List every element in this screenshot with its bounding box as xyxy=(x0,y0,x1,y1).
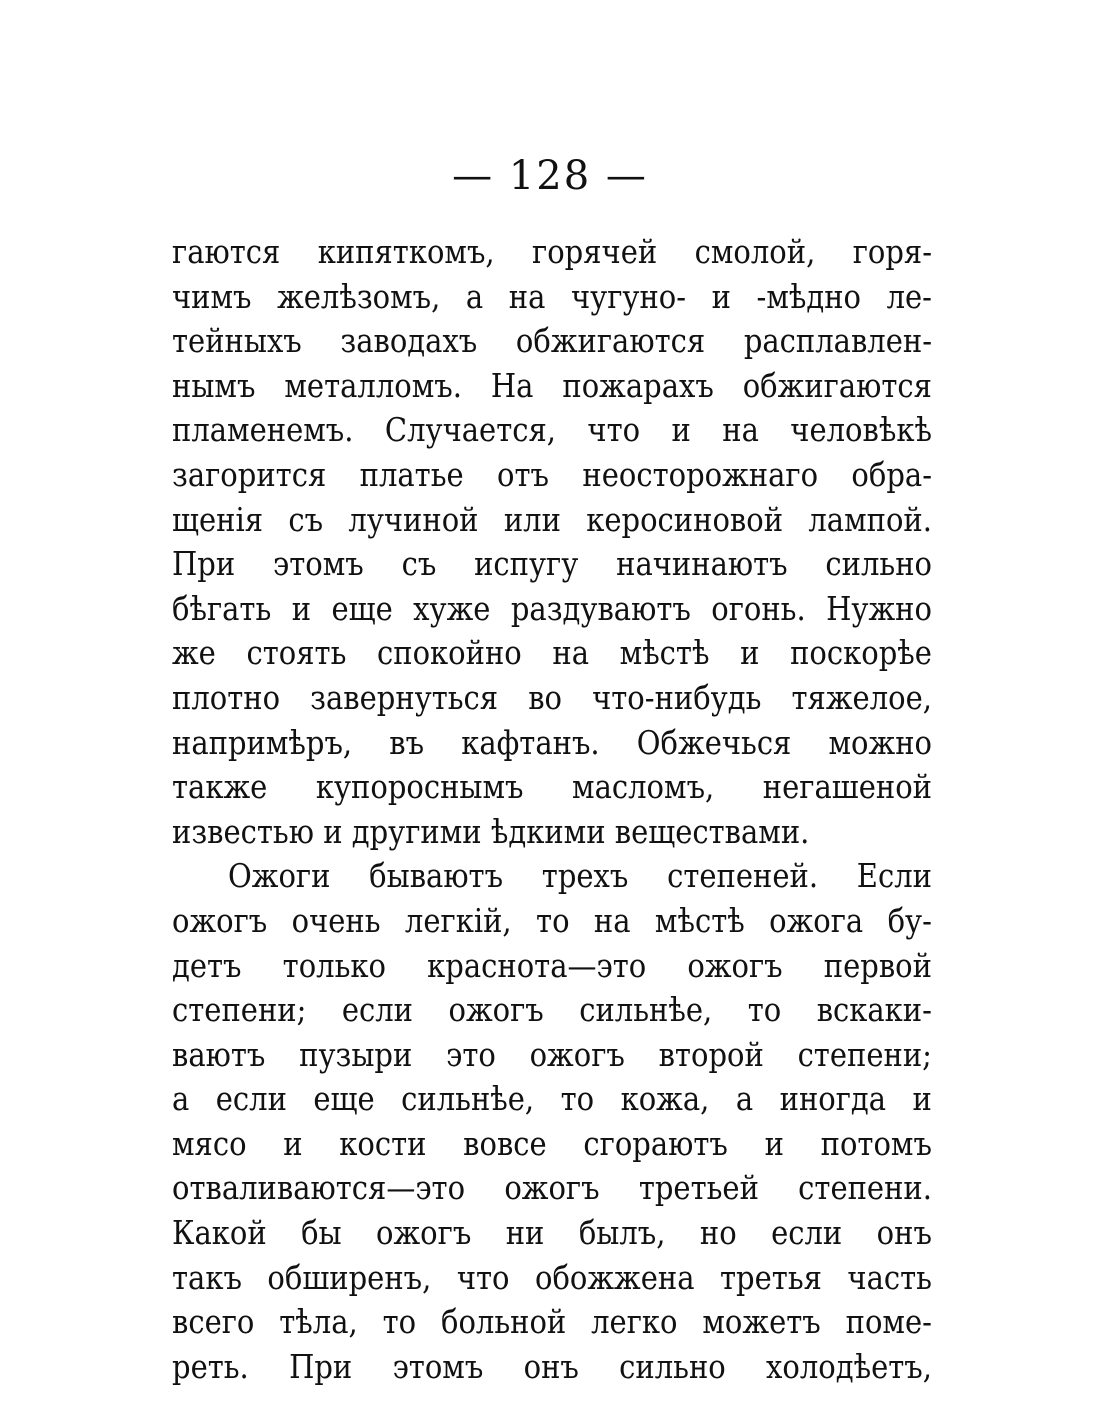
text-line xyxy=(172,941,932,991)
word: бу- xyxy=(887,901,932,940)
word: больной xyxy=(441,1303,567,1342)
word: загорится xyxy=(172,455,327,494)
word: Нужно xyxy=(826,589,932,628)
word: то xyxy=(382,1303,417,1342)
word: заводахъ xyxy=(340,322,478,361)
word: очень xyxy=(291,901,381,940)
word: реть. xyxy=(172,1347,249,1386)
text-line xyxy=(172,1253,932,1303)
word: это xyxy=(446,1035,496,1074)
word: первой xyxy=(823,946,932,985)
word: обра- xyxy=(851,455,932,494)
word: тѣла, xyxy=(279,1303,358,1342)
word: еще xyxy=(313,1080,375,1119)
word: негашеной xyxy=(762,768,932,807)
word: спокойно xyxy=(377,634,522,673)
text-line xyxy=(172,317,932,367)
text-line xyxy=(172,1298,932,1348)
word: пузыри xyxy=(299,1035,413,1074)
word: холодѣетъ, xyxy=(766,1347,932,1386)
word: на xyxy=(722,411,759,450)
text-line xyxy=(172,227,932,277)
word: мѣстѣ xyxy=(619,634,710,673)
word: Если xyxy=(856,857,932,896)
word: кипяткомъ, xyxy=(317,232,495,272)
word: ожогъ xyxy=(687,946,783,985)
word: огонь. xyxy=(711,589,806,628)
word: При xyxy=(172,545,236,584)
word: и xyxy=(291,589,312,628)
word: сильнѣе, xyxy=(579,991,713,1030)
word: можно xyxy=(828,723,932,762)
word: степени; xyxy=(797,1035,932,1074)
word: можетъ xyxy=(702,1303,821,1342)
word: поме- xyxy=(845,1303,932,1342)
text-line xyxy=(172,1075,932,1125)
word: испугу xyxy=(474,545,579,584)
word: Обжечься xyxy=(636,723,792,762)
word: что xyxy=(587,411,641,450)
word: лучиной xyxy=(348,500,479,539)
word: кафтанъ. xyxy=(461,723,600,762)
word: то xyxy=(560,1080,595,1119)
word: сгораютъ xyxy=(583,1124,728,1163)
word: желѣзомъ, xyxy=(277,277,441,316)
word: онъ xyxy=(523,1347,579,1386)
text-line xyxy=(172,673,932,723)
text-line xyxy=(172,852,932,902)
word: а xyxy=(735,1080,754,1119)
word: кости xyxy=(339,1124,427,1163)
word: нымъ xyxy=(172,366,256,405)
word: съ xyxy=(401,545,437,584)
word: бы xyxy=(301,1213,342,1253)
word: начинаютъ xyxy=(616,545,788,584)
word: третьей xyxy=(638,1169,759,1208)
word: ожогъ xyxy=(448,991,544,1030)
word: кожа, xyxy=(620,1080,710,1119)
word: также xyxy=(172,768,268,807)
word: этомъ xyxy=(273,545,364,584)
word: купороснымъ xyxy=(315,768,524,807)
word: всего xyxy=(172,1303,255,1342)
word: что-нибудь xyxy=(592,678,762,717)
word: если xyxy=(771,1213,843,1253)
word: на xyxy=(552,634,589,673)
word: обжигаются xyxy=(515,322,706,361)
text-line xyxy=(172,718,932,768)
paragraph-1 xyxy=(172,230,932,854)
word: степеней. xyxy=(667,857,819,896)
word: потомъ xyxy=(820,1124,932,1163)
word: иногда xyxy=(779,1080,887,1119)
word: Ожоги xyxy=(228,857,331,896)
word: платье xyxy=(359,455,464,494)
word: хуже xyxy=(413,589,491,628)
word: если xyxy=(215,1080,287,1119)
word: горя- xyxy=(852,232,932,272)
word: пламенемъ. xyxy=(172,411,354,450)
word: легко xyxy=(591,1303,678,1342)
word: и xyxy=(740,634,760,673)
text-line xyxy=(172,629,932,679)
text-line xyxy=(172,1342,932,1392)
word: или xyxy=(503,500,561,539)
text-line xyxy=(172,584,932,634)
word: стоять xyxy=(246,634,347,673)
text-line xyxy=(172,1208,932,1258)
word: пожарахъ xyxy=(562,366,714,405)
word: обжигаются xyxy=(742,366,932,405)
word: и xyxy=(323,812,352,851)
word: часть xyxy=(847,1258,932,1297)
paragraph-2 xyxy=(172,854,932,1389)
word: степени. xyxy=(798,1169,932,1208)
word: чугуно- xyxy=(570,277,687,316)
word: бѣгать xyxy=(172,589,272,628)
word: легкій, xyxy=(404,901,512,940)
text-line xyxy=(172,1164,932,1214)
word: чимъ xyxy=(172,277,252,316)
word: бываютъ xyxy=(369,857,504,896)
word: ожогъ xyxy=(529,1035,625,1074)
word: краснота—это xyxy=(427,946,647,985)
word: мясо xyxy=(172,1124,247,1163)
text-line xyxy=(172,272,932,322)
text-line xyxy=(172,1119,932,1169)
word: сильно xyxy=(619,1347,726,1386)
word: но xyxy=(699,1213,737,1253)
word: тяжелое, xyxy=(791,678,932,717)
word: ожогъ xyxy=(172,901,268,940)
word: то xyxy=(536,901,570,940)
word: напримѣръ, xyxy=(172,723,353,762)
word: сильнѣе, xyxy=(401,1080,535,1119)
word: человѣкѣ xyxy=(790,411,932,450)
word: -мѣдно xyxy=(756,277,862,316)
text-line xyxy=(172,1030,932,1080)
word: третья xyxy=(720,1258,822,1297)
word: неосторожнаго xyxy=(582,455,819,494)
text-line xyxy=(172,361,932,411)
word: ожогъ xyxy=(376,1213,472,1253)
word: мѣстѣ xyxy=(654,901,745,940)
word: детъ xyxy=(172,946,242,985)
text-line xyxy=(172,495,932,545)
word: керосиновой xyxy=(586,500,784,539)
word: еще xyxy=(331,589,393,628)
word: Случается, xyxy=(384,411,556,450)
word: а xyxy=(465,277,484,316)
word: смолой, xyxy=(694,232,816,272)
word: второй xyxy=(658,1035,764,1074)
word: съ xyxy=(288,500,324,539)
word: известью xyxy=(172,812,324,851)
body-text xyxy=(172,230,932,1389)
word: другими xyxy=(351,812,491,851)
text-line xyxy=(172,985,932,1035)
word: ле- xyxy=(886,277,932,316)
text-line xyxy=(172,539,932,589)
word: если xyxy=(341,991,414,1030)
word: этомъ xyxy=(392,1347,484,1386)
word: отъ xyxy=(497,455,549,494)
word: и xyxy=(283,1124,303,1163)
word: и xyxy=(912,1080,932,1119)
word: былъ, xyxy=(578,1213,666,1253)
word: ожогъ xyxy=(504,1169,600,1208)
word: масломъ, xyxy=(572,768,715,807)
word: веществами. xyxy=(614,812,810,851)
word: ѣдкими xyxy=(490,812,615,851)
word: онъ xyxy=(876,1213,932,1253)
word: то xyxy=(747,991,782,1030)
word: лампой. xyxy=(808,500,932,539)
word: ваютъ xyxy=(172,1035,266,1074)
text-line xyxy=(172,450,932,500)
word: вскаки- xyxy=(816,991,932,1030)
word: на xyxy=(593,901,631,940)
word: ожога xyxy=(769,901,864,940)
text-line xyxy=(172,807,932,857)
text-line xyxy=(172,896,932,946)
word: во xyxy=(528,678,562,717)
word: завернуться xyxy=(310,678,499,717)
word: на xyxy=(508,277,546,316)
word: обожжена xyxy=(535,1258,695,1297)
word: только xyxy=(282,946,386,985)
word: гаются xyxy=(172,232,281,272)
page-number: — 128 — xyxy=(452,153,648,199)
word: сильно xyxy=(825,545,932,584)
text-line xyxy=(172,406,932,456)
word: При xyxy=(289,1347,353,1386)
word: горячей xyxy=(532,232,658,272)
text-line xyxy=(172,762,932,812)
word: что xyxy=(456,1258,510,1297)
word: поскорѣе xyxy=(790,634,932,673)
word: вовсе xyxy=(463,1124,547,1163)
word: Какой xyxy=(172,1213,267,1253)
word: и xyxy=(671,411,691,450)
word: тейныхъ xyxy=(172,322,302,361)
word: раздуваютъ xyxy=(510,589,691,628)
word: въ xyxy=(389,723,425,762)
word: такъ xyxy=(172,1258,242,1297)
word: степени; xyxy=(172,991,307,1030)
word: расплавлен- xyxy=(743,322,932,361)
word: и xyxy=(764,1124,784,1163)
word: трехъ xyxy=(541,857,629,896)
word: обширенъ, xyxy=(267,1258,432,1297)
word: отваливаются—это xyxy=(172,1169,466,1208)
word: На xyxy=(490,366,534,405)
word: металломъ. xyxy=(284,366,462,405)
word: и xyxy=(711,277,731,316)
word: же xyxy=(172,634,216,673)
word: а xyxy=(172,1080,190,1119)
word: щенія xyxy=(172,500,264,539)
word: плотно xyxy=(172,678,281,717)
word: ни xyxy=(505,1213,545,1253)
